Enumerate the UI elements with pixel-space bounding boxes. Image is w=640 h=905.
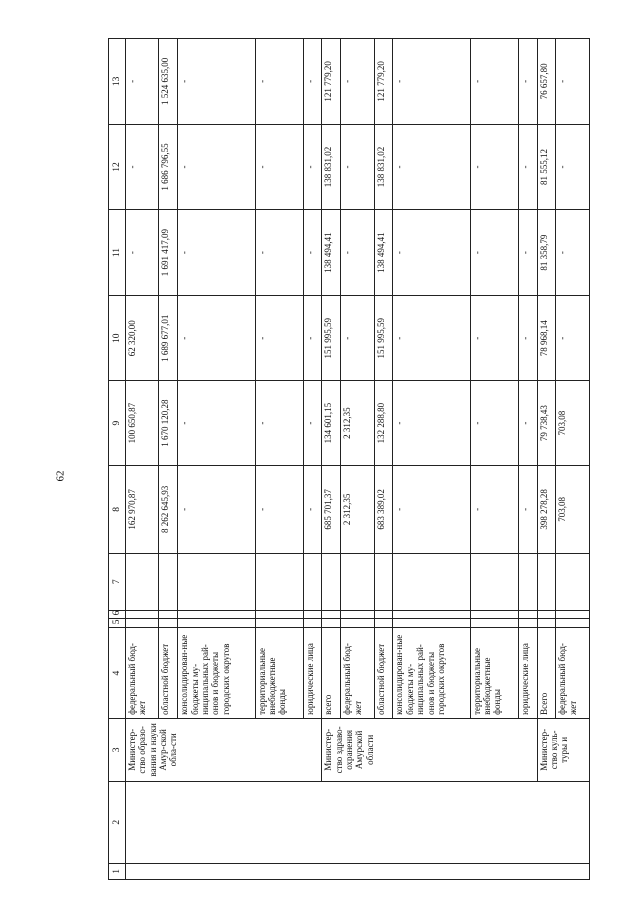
col5-cell: [556, 619, 590, 628]
value-cell: -: [255, 210, 303, 296]
column-header: 1: [109, 863, 126, 879]
column-header: 5: [109, 619, 126, 628]
value-cell: -: [303, 210, 322, 296]
source-cell: территориальные внебюджетные фонды: [255, 628, 303, 719]
value-cell: 81 358,79: [537, 210, 556, 296]
col7-cell: [159, 553, 178, 610]
value-cell: -: [303, 465, 322, 553]
value-cell: -: [518, 210, 537, 296]
value-cell: -: [255, 465, 303, 553]
value-cell: -: [178, 381, 255, 465]
value-cell: 100 650,87: [126, 381, 159, 465]
table-row: [537, 39, 556, 880]
col7-cell: [470, 553, 518, 610]
col5-cell: [322, 619, 341, 628]
value-cell: -: [556, 295, 590, 381]
value-cell: 62 320,00: [126, 295, 159, 381]
value-cell: -: [178, 124, 255, 210]
col6-cell: [126, 610, 159, 619]
value-cell: 121 779,20: [322, 39, 341, 125]
col5-cell: [393, 619, 470, 628]
rotated-page: [108, 38, 590, 880]
value-cell: -: [556, 210, 590, 296]
value-cell: -: [178, 210, 255, 296]
value-cell: -: [518, 465, 537, 553]
col6-cell: [178, 610, 255, 619]
table-row: [322, 39, 341, 880]
col5-cell: [126, 619, 159, 628]
value-cell: 76 657,80: [537, 39, 556, 125]
column-header: 12: [109, 124, 126, 210]
source-cell: федеральный бюд-жет: [126, 628, 159, 719]
value-cell: -: [556, 39, 590, 125]
col7-cell: [537, 553, 556, 610]
source-cell: территориальные внебюджетные фонды: [470, 628, 518, 719]
value-cell: 151 995,59: [322, 295, 341, 381]
value-cell: 683 389,02: [374, 465, 393, 553]
col7-cell: [518, 553, 537, 610]
value-cell: -: [341, 39, 374, 125]
value-cell: -: [255, 381, 303, 465]
value-cell: 138 831,02: [374, 124, 393, 210]
value-cell: -: [393, 381, 470, 465]
source-cell: консолидирован-ные бюджеты му-ниципальных рай-онов и бюджеты городских округов: [393, 628, 470, 719]
value-cell: 398 278,28: [537, 465, 556, 553]
value-cell: -: [126, 39, 159, 125]
value-cell: 1 689 677,01: [159, 295, 178, 381]
value-cell: -: [255, 295, 303, 381]
value-cell: 8 262 645,93: [159, 465, 178, 553]
table-body: [109, 39, 590, 880]
value-cell: -: [518, 381, 537, 465]
value-cell: 1 670 120,28: [159, 381, 178, 465]
value-cell: -: [303, 124, 322, 210]
col6-cell: [255, 610, 303, 619]
value-cell: -: [470, 210, 518, 296]
source-cell: федеральный бюд-жет: [341, 628, 374, 719]
value-cell: 132 288,80: [374, 381, 393, 465]
value-cell: -: [393, 295, 470, 381]
ministry-cell: Министер-ство здраво-охранения Амурской области: [322, 718, 537, 781]
value-cell: 703,08: [556, 465, 590, 553]
source-cell: всего: [322, 628, 341, 719]
table-row: [126, 39, 159, 880]
col5-cell: [374, 619, 393, 628]
col6-cell: [341, 610, 374, 619]
col7-cell: [178, 553, 255, 610]
value-cell: 2 312,35: [341, 465, 374, 553]
value-cell: 79 738,43: [537, 381, 556, 465]
table-container: [108, 38, 590, 880]
value-cell: 2 312,35: [341, 381, 374, 465]
column-header: 7: [109, 553, 126, 610]
column-header: 13: [109, 39, 126, 125]
value-cell: 81 555,12: [537, 124, 556, 210]
col5-cell: [470, 619, 518, 628]
column-header: 3: [109, 718, 126, 781]
value-cell: -: [470, 124, 518, 210]
value-cell: 685 701,37: [322, 465, 341, 553]
col7-cell: [556, 553, 590, 610]
value-cell: -: [341, 124, 374, 210]
column-header: 4: [109, 628, 126, 719]
value-cell: -: [178, 295, 255, 381]
value-cell: 162 970,87: [126, 465, 159, 553]
value-cell: 78 968,14: [537, 295, 556, 381]
col6-cell: [374, 610, 393, 619]
header-row: [109, 39, 126, 880]
source-cell: Всего: [537, 628, 556, 719]
column-header: 6: [109, 610, 126, 619]
column-header: 10: [109, 295, 126, 381]
value-cell: -: [470, 465, 518, 553]
col6-cell: [303, 610, 322, 619]
value-cell: 134 601,15: [322, 381, 341, 465]
value-cell: -: [556, 124, 590, 210]
col7-cell: [341, 553, 374, 610]
value-cell: -: [470, 381, 518, 465]
value-cell: -: [393, 465, 470, 553]
value-cell: -: [470, 39, 518, 125]
col5-cell: [178, 619, 255, 628]
funding-table: [108, 38, 590, 880]
source-cell: областной бюджет: [374, 628, 393, 719]
value-cell: 121 779,20: [374, 39, 393, 125]
value-cell: -: [126, 210, 159, 296]
col5-cell: [255, 619, 303, 628]
source-cell: юридические лица: [303, 628, 322, 719]
source-cell: областной бюджет: [159, 628, 178, 719]
value-cell: -: [303, 381, 322, 465]
value-cell: 138 494,41: [374, 210, 393, 296]
col6-cell: [470, 610, 518, 619]
col7-cell: [126, 553, 159, 610]
column-header: 8: [109, 465, 126, 553]
column-header: 9: [109, 381, 126, 465]
col7-cell: [255, 553, 303, 610]
col6-cell: [537, 610, 556, 619]
value-cell: -: [518, 39, 537, 125]
value-cell: -: [470, 295, 518, 381]
col6-cell: [159, 610, 178, 619]
ministry-cell: Министер-ство куль-туры и: [537, 718, 589, 781]
page-number: 62: [54, 470, 67, 482]
col5-cell: [159, 619, 178, 628]
col7-cell: [322, 553, 341, 610]
value-cell: -: [303, 295, 322, 381]
value-cell: 1 686 796,55: [159, 124, 178, 210]
ministry-cell: Министер-ство образо-вания и науки Амур-ской обла-сти: [126, 718, 322, 781]
col6-cell: [518, 610, 537, 619]
col5-cell: [341, 619, 374, 628]
value-cell: 703,08: [556, 381, 590, 465]
col1-cell: [126, 863, 590, 879]
col2-cell: [126, 781, 590, 863]
value-cell: -: [518, 295, 537, 381]
source-cell: юридические лица: [518, 628, 537, 719]
column-header: 2: [109, 781, 126, 863]
value-cell: -: [178, 39, 255, 125]
value-cell: -: [303, 39, 322, 125]
source-cell: консолидирован-ные бюджеты му-ниципальных рай-онов и бюджеты городских округов: [178, 628, 255, 719]
value-cell: -: [255, 124, 303, 210]
source-cell: федеральный бюд-жет: [556, 628, 590, 719]
value-cell: -: [518, 124, 537, 210]
col5-cell: [303, 619, 322, 628]
value-cell: -: [126, 124, 159, 210]
value-cell: -: [255, 39, 303, 125]
col6-cell: [393, 610, 470, 619]
value-cell: -: [341, 210, 374, 296]
col7-cell: [303, 553, 322, 610]
value-cell: -: [393, 39, 470, 125]
value-cell: -: [178, 465, 255, 553]
col5-cell: [537, 619, 556, 628]
value-cell: -: [341, 295, 374, 381]
value-cell: -: [393, 210, 470, 296]
col7-cell: [393, 553, 470, 610]
value-cell: 1 691 417,09: [159, 210, 178, 296]
col6-cell: [322, 610, 341, 619]
value-cell: 138 494,41: [322, 210, 341, 296]
column-header: 11: [109, 210, 126, 296]
value-cell: 138 831,02: [322, 124, 341, 210]
value-cell: 151 995,59: [374, 295, 393, 381]
value-cell: -: [393, 124, 470, 210]
col7-cell: [374, 553, 393, 610]
value-cell: 1 524 635,00: [159, 39, 178, 125]
col6-cell: [556, 610, 590, 619]
col5-cell: [518, 619, 537, 628]
